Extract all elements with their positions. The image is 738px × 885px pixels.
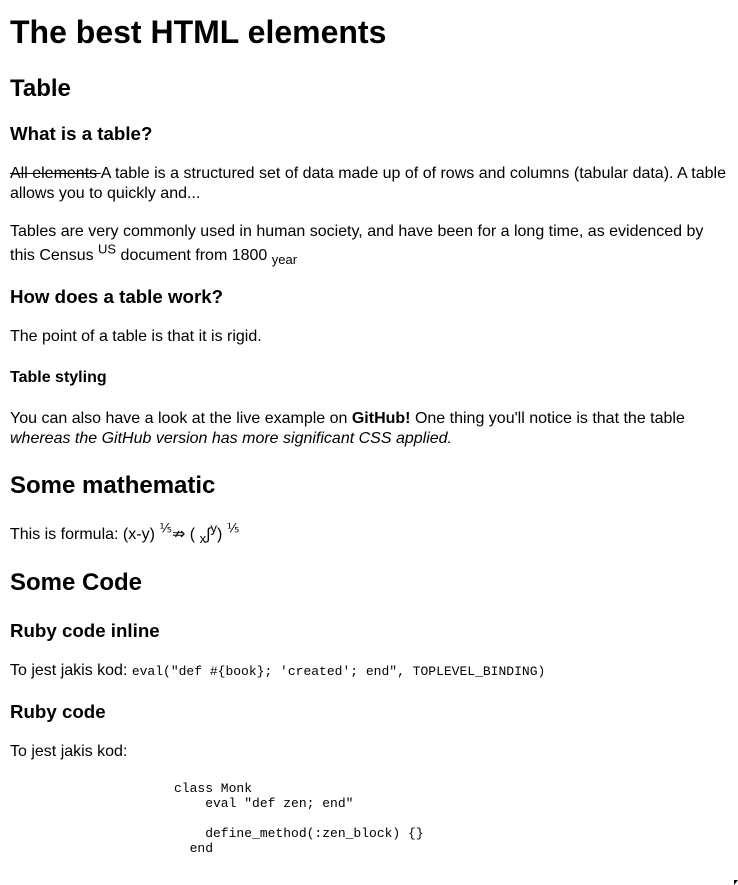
census-superscript: US bbox=[98, 241, 117, 257]
rigid-paragraph: The point of a table is that it is rigid. bbox=[10, 328, 262, 345]
formula-paragraph bbox=[10, 521, 728, 549]
math-section-heading: Some mathematic bbox=[10, 472, 216, 499]
what-is-table-heading: What is a table? bbox=[10, 123, 153, 144]
ruby-inline-heading: Ruby code inline bbox=[10, 620, 160, 641]
integral-symbol: ∫ bbox=[206, 526, 211, 543]
github-text-before: You can also have a look at the live example on bbox=[10, 410, 352, 427]
formula-open-paren: ( bbox=[185, 526, 200, 543]
formula-superscript-y: y bbox=[210, 520, 217, 536]
formula-subscript-x: x bbox=[199, 531, 207, 547]
ruby-code-block: class Monk eval "def zen; end" define_method(:zen_block) {} end bbox=[174, 781, 424, 856]
what-text: A table is a structured set of data made up of of rows and columns (tabular data). A table allows you to quickly and... bbox=[10, 165, 726, 202]
formula-superscript-fraction: ⅕ bbox=[159, 520, 172, 536]
formula-text: This is formula: (x-y) bbox=[10, 526, 160, 543]
code-block-label: To jest jakis kod: bbox=[10, 743, 128, 760]
inline-code: eval("def #{book}; 'created'; end", TOPLEVEL_BINDING) bbox=[131, 664, 546, 679]
census-text-middle: document from 1800 bbox=[116, 247, 272, 264]
inline-code-paragraph bbox=[10, 661, 728, 682]
not-implies-symbol: ⇏ bbox=[171, 526, 186, 543]
ruby-code-heading: Ruby code bbox=[10, 701, 106, 722]
how-table-works-heading: How does a table work? bbox=[10, 286, 224, 307]
github-text-after: One thing you'll notice is that the table bbox=[410, 410, 685, 427]
formula-superscript-fraction-2: ⅕ bbox=[226, 520, 240, 536]
github-emphasis: whereas the GitHub version has more significant CSS applied. bbox=[10, 430, 452, 447]
github-strong: GitHub! bbox=[351, 410, 411, 427]
struck-text: All elements bbox=[10, 165, 101, 182]
table-section-heading: Table bbox=[10, 75, 71, 102]
what-is-table-paragraph bbox=[10, 164, 728, 204]
formula-close-paren: ) bbox=[216, 526, 227, 543]
census-paragraph bbox=[10, 220, 728, 268]
census-text-before: Tables are very commonly used in human society, and have been for a long time, as evidenced by this Census bbox=[10, 223, 704, 264]
inline-code-label: To jest jakis kod: bbox=[10, 662, 132, 679]
page-title: The best HTML elements bbox=[10, 14, 387, 50]
code-section-heading: Some Code bbox=[10, 569, 143, 596]
github-paragraph bbox=[10, 409, 728, 449]
mouse-cursor-icon bbox=[734, 880, 738, 885]
table-styling-heading: Table styling bbox=[10, 369, 107, 386]
census-subscript: year bbox=[271, 252, 298, 268]
